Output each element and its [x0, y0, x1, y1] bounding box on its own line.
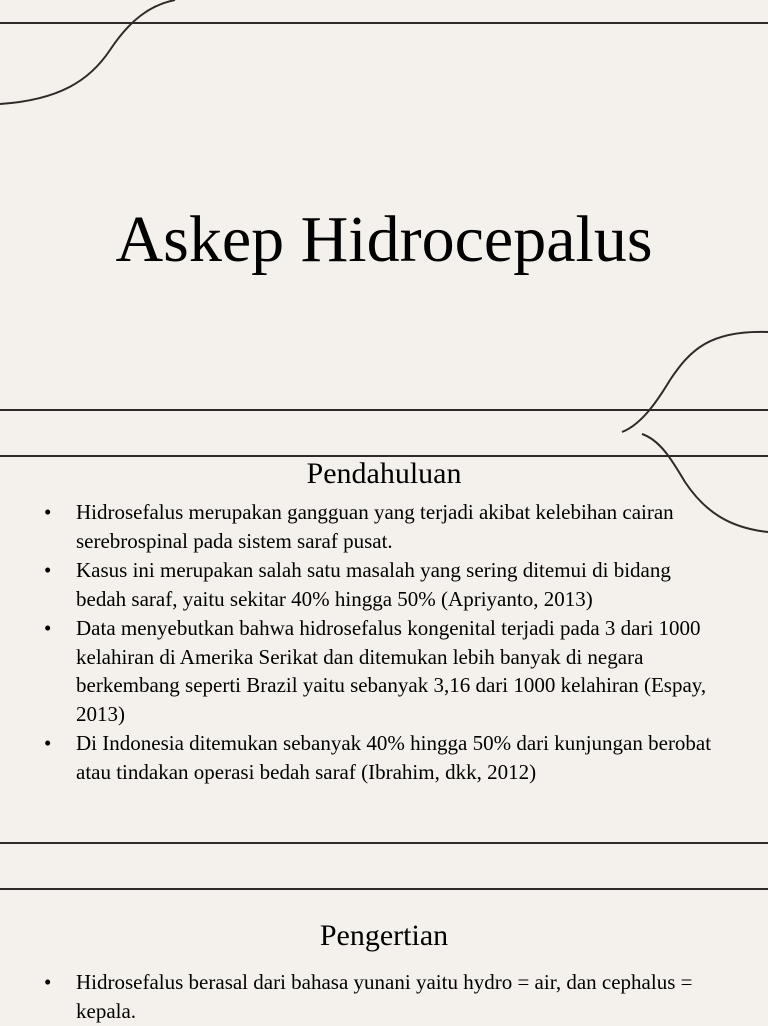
- list-item: [0, 729, 716, 786]
- slide1-top-rule: [0, 22, 768, 24]
- slide1-bottom-rule: [0, 409, 768, 411]
- slide-title: Askep Hidrocepalus: [115, 203, 653, 276]
- bullet-dot: •: [44, 616, 52, 640]
- slide2-bottom-rule: [0, 842, 768, 844]
- bullet-text: Hidrosefalus berasal dari bahasa yunani yaitu hydro = air, dan cephalus = kepala.: [76, 970, 693, 1023]
- right-curve-upper: [622, 332, 768, 432]
- list-item: [0, 614, 716, 728]
- bullet-dot: •: [44, 500, 52, 524]
- list-item: [0, 556, 716, 613]
- bullet-text: Hidrosefalus merupakan gangguan yang terjadi akibat kelebihan cairan serebrospinal pada sistem saraf pusat.: [76, 500, 674, 553]
- slide3-top-rule: [0, 888, 768, 890]
- bullet-dot: •: [44, 558, 52, 582]
- list-item: [0, 498, 716, 555]
- top-left-curve: [0, 0, 175, 104]
- bullet-dot: •: [44, 731, 52, 755]
- bullet-text: Di Indonesia ditemukan sebanyak 40% hingga 50% dari kunjungan berobat atau tindakan operasi bedah saraf (Ibrahim, dkk, 2012): [76, 731, 712, 784]
- list-item: [0, 968, 716, 1025]
- section-heading-pengertian: Pengertian: [319, 919, 449, 952]
- bullet-dot: •: [44, 970, 52, 994]
- pengertian-bullet-list: [0, 968, 716, 1026]
- section-heading-pendahuluan: Pendahuluan: [306, 457, 462, 490]
- bullet-text: Kasus ini merupakan salah satu masalah yang sering ditemui di bidang bedah saraf, yaitu sekitar 40% hingga 50% (Apriyanto, 2013): [76, 558, 671, 611]
- bullet-text: Data menyebutkan bahwa hidrosefalus kongenital terjadi pada 3 dari 1000 kelahiran di Amerika Serikat dan ditemukan lebih banyak di negara berkembang seperti Brazil yaitu sebanyak 3,16 dari 1000 kelahiran (Espay, 2013): [76, 616, 707, 726]
- pendahuluan-bullet-list: [0, 498, 716, 787]
